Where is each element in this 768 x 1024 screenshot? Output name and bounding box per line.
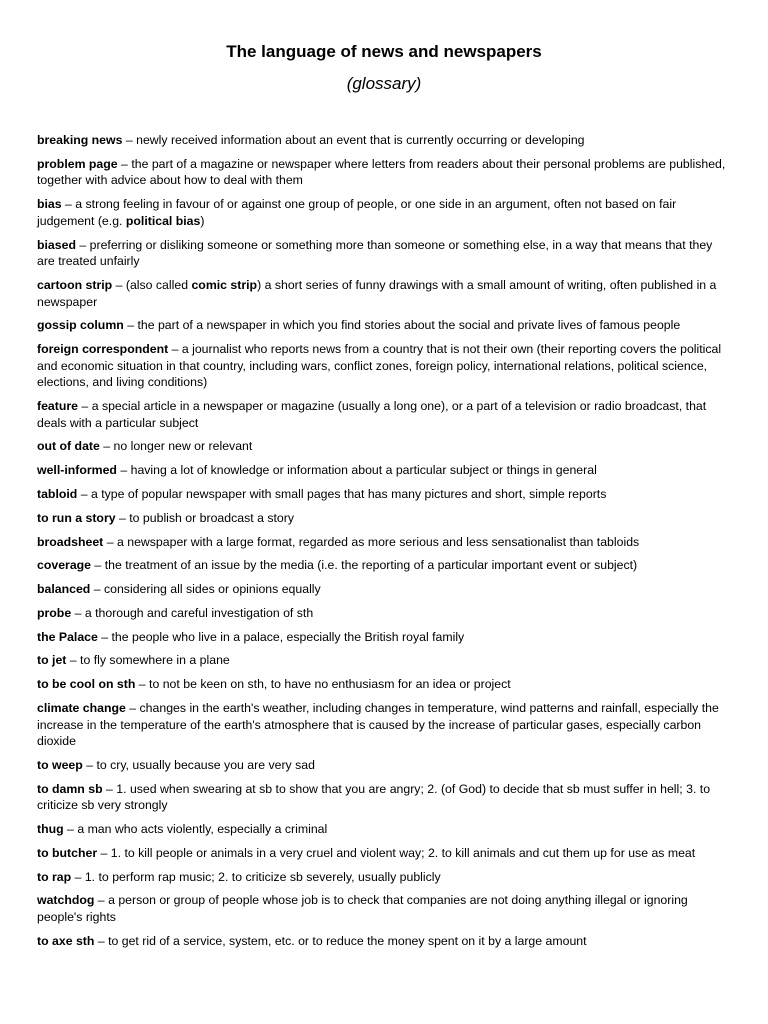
glossary-entry: [37, 821, 730, 838]
glossary-term: to weep: [37, 757, 83, 772]
glossary-definition: – a person or group of people whose job is to check that companies are not doing anything illegal or ignoring people's rights: [37, 893, 688, 925]
glossary-term: out of date: [37, 439, 100, 454]
glossary-entry: [37, 845, 730, 862]
glossary-entry: [37, 277, 730, 310]
glossary-term: the Palace: [37, 629, 98, 644]
glossary-term: to be cool on sth: [37, 677, 136, 692]
glossary-entry: [37, 398, 730, 431]
glossary-term: to run a story: [37, 510, 116, 525]
glossary-term: biased: [37, 237, 76, 252]
glossary-term: breaking news: [37, 133, 123, 147]
glossary-entry: [37, 557, 730, 574]
glossary-term: watchdog: [37, 893, 95, 908]
glossary-entry: [37, 196, 730, 229]
glossary-definition: – the part of a magazine or newspaper where letters from readers about their personal problems are published, together with advice about how to deal with them: [37, 156, 726, 188]
glossary-definition: – a thorough and careful investigation of sth: [71, 605, 314, 620]
glossary-definition: – a type of popular newspaper with small pages that has many pictures and short, simple reports: [77, 486, 607, 501]
glossary-term: feature: [37, 399, 79, 414]
glossary-entry: [37, 132, 730, 149]
glossary-definition: – to get rid of a service, system, etc. or to reduce the money spent on it by a large amount: [94, 933, 587, 948]
glossary-definition: – a man who acts violently, especially a criminal: [63, 822, 328, 837]
glossary-entry: [37, 510, 730, 527]
glossary-definition: – a strong feeling in favour of or against one group of people, or one side in an argument, often not based on fair judgement (e.g.: [37, 197, 677, 228]
glossary-term: coverage: [37, 558, 92, 573]
glossary-definition: – considering all sides or opinions equally: [90, 582, 321, 597]
glossary-term: tabloid: [37, 486, 78, 501]
glossary-definition: – the part of a newspaper in which you find stories about the social and private lives of famous people: [123, 318, 681, 333]
glossary-definition: – 1. to kill people or animals in a very cruel and violent way; 2. to kill animals and cut them up for use as meat: [97, 845, 696, 860]
glossary-term: problem page: [37, 156, 118, 171]
glossary-entry: [37, 341, 730, 391]
glossary-definition: – a special article in a newspaper or magazine (usually a long one), or a part of a television or radio broadcast, that deals with a particular subject: [37, 399, 707, 430]
glossary-definition: – to fly somewhere in a plane: [66, 653, 230, 668]
glossary-term: cartoon strip: [37, 277, 113, 292]
glossary-definition: – the people who live in a palace, especially the British royal family: [97, 629, 465, 644]
glossary-entry: [37, 757, 730, 774]
glossary-definition: – changes in the earth's weather, including changes in temperature, wind patterns and rainfall, especially the increase in the temperature of the earth's atmosphere that is caused by the increase of particular gases, especially carbon dioxide: [37, 701, 719, 749]
glossary-entry: [37, 892, 730, 925]
glossary-definition: – a newspaper with a large format, regarded as more serious and less sensationalist than tabloids: [103, 534, 640, 549]
glossary-term: foreign correspondent: [37, 342, 169, 357]
glossary-definition: – newly received information about an event that is currently occurring or developing: [122, 133, 585, 147]
glossary-definition: ) a short series of funny drawings with a small amount of writing, often published in a newspaper: [37, 277, 717, 309]
glossary-entry: [37, 438, 730, 455]
glossary-definition: – having a lot of knowledge or information about a particular subject or things in general: [116, 463, 597, 478]
glossary-term: probe: [37, 605, 72, 620]
glossary-term: to jet: [37, 653, 67, 668]
glossary-entry: [37, 652, 730, 669]
glossary-term: balanced: [37, 582, 91, 597]
glossary-term: gossip column: [37, 318, 124, 333]
glossary-entry: [37, 869, 730, 886]
glossary-entry: [37, 237, 730, 270]
page-subtitle: (glossary): [346, 74, 422, 93]
glossary-term: bias: [37, 197, 62, 212]
glossary-term: to damn sb: [37, 781, 103, 796]
glossary-entry: [37, 156, 730, 189]
glossary-term: climate change: [37, 701, 126, 715]
glossary-entry: [37, 581, 730, 598]
glossary-definition: – 1. to perform rap music; 2. to criticize sb severely, usually publicly: [71, 869, 441, 884]
glossary-entry: [37, 676, 730, 693]
glossary-entry: [37, 605, 730, 622]
glossary-definition: – to cry, usually because you are very sad: [82, 757, 315, 772]
glossary-term: to rap: [37, 869, 72, 884]
glossary-term: broadsheet: [37, 534, 104, 549]
glossary-entry: [37, 933, 730, 950]
glossary-list: [37, 132, 730, 957]
glossary-definition: – the treatment of an issue by the media (i.e. the reporting of a particular important event or subject): [91, 558, 638, 573]
glossary-entry: [37, 781, 730, 814]
glossary-definition: ): [200, 213, 205, 228]
glossary-term: to axe sth: [37, 933, 95, 948]
glossary-definition: – 1. used when swearing at sb to show that you are angry; 2. (of God) to decide that sb must suffer in hell; 3. to criticize sb very strongly: [37, 781, 711, 813]
glossary-entry: [37, 629, 730, 646]
glossary-term: to butcher: [37, 845, 98, 860]
glossary-definition: – no longer new or relevant: [99, 439, 253, 454]
glossary-term: thug: [37, 822, 64, 837]
glossary-entry: [37, 317, 730, 334]
glossary-definition: – to publish or broadcast a story: [115, 510, 294, 525]
glossary-definition: – preferring or disliking someone or something more than someone or something else, in a way that means that they are treated unfairly: [37, 237, 713, 269]
glossary-entry: [37, 534, 730, 551]
glossary-definition: – to not be keen on sth, to have no enthusiasm for an idea or project: [135, 677, 511, 692]
page-title: The language of news and newspapers: [226, 42, 542, 61]
glossary-entry: [37, 486, 730, 503]
glossary-definition: – a journalist who reports news from a country that is not their own (their reporting covers the political and economic situation in that country, including wars, conflict zones, foreign policy, international relations, political science, elections, and living conditions): [37, 342, 722, 390]
glossary-term: political bias: [125, 213, 201, 228]
glossary-term: well-informed: [37, 463, 117, 478]
glossary-term: comic strip: [191, 277, 258, 292]
glossary-entry: [37, 700, 730, 750]
glossary-definition: – (also called: [112, 277, 192, 292]
glossary-entry: [37, 462, 730, 479]
